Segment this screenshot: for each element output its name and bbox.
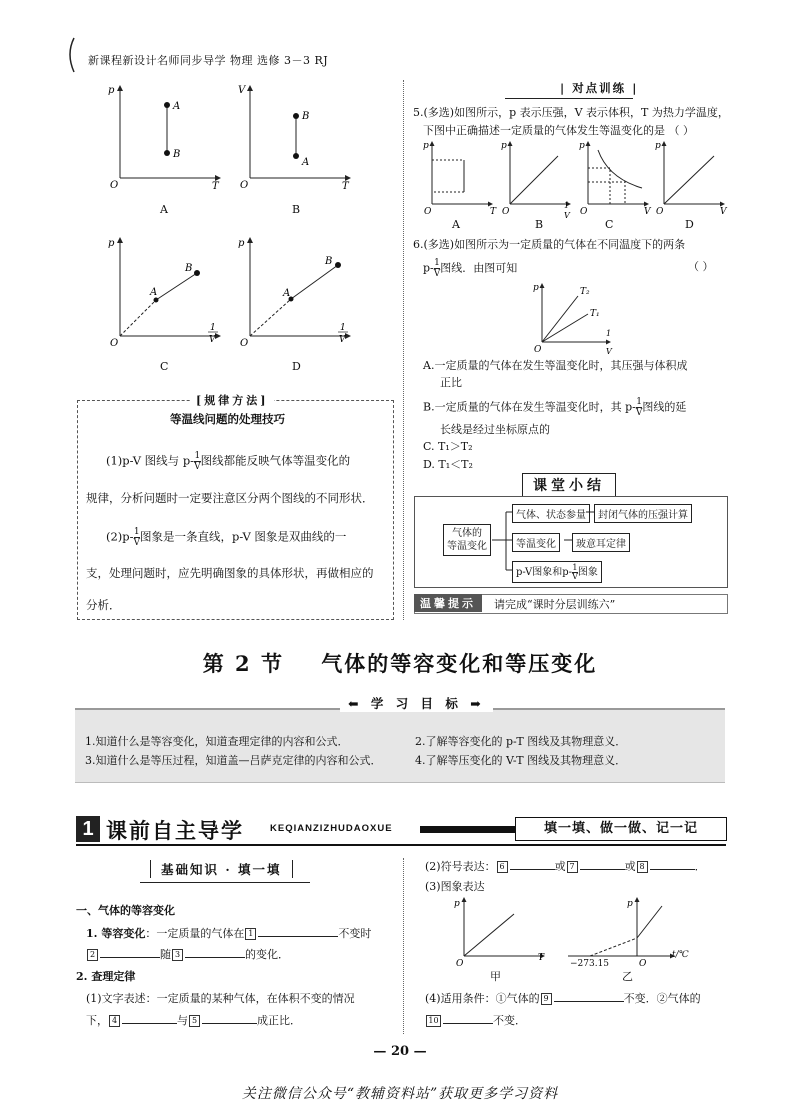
- svg-text:A: A: [283, 288, 291, 299]
- q6-line2-part-b: 图线．由图可知: [440, 261, 518, 275]
- svg-text:1: 1: [210, 323, 216, 333]
- q5-label-b: B: [535, 218, 544, 231]
- page-number: — 20 —: [373, 1044, 427, 1059]
- term-isochoric: 1. 等容变化: [86, 927, 146, 940]
- q6-option-b1-part-b: 图线的延: [642, 400, 687, 414]
- left-fig-label-b: B: [292, 203, 301, 216]
- q5-graphs: [420, 138, 740, 220]
- graph-yi-label: 乙: [622, 970, 633, 983]
- svg-text:V: V: [564, 211, 570, 220]
- method-p2: [106, 527, 346, 548]
- basics-rule: [140, 882, 310, 883]
- svg-text:p: p: [579, 141, 585, 151]
- blank-5[interactable]: [202, 1012, 257, 1024]
- left-fig-label-a: A: [160, 203, 168, 216]
- frac-den: V: [133, 538, 141, 548]
- column-divider: [403, 80, 404, 620]
- basics-r3a: (4)适用条件：①气体的: [425, 992, 540, 1005]
- graph-d: [238, 238, 350, 349]
- objective-1: 1.知道什么是等容变化，知道查理定律的内容和公式．: [85, 735, 349, 748]
- svg-text:B: B: [302, 111, 310, 122]
- blank-number: 1: [245, 928, 256, 940]
- basics-r1b: 或: [554, 860, 566, 873]
- objective-3: 3.知道什么是等压过程，知道盖—吕萨克定律的内容和公式．: [85, 754, 382, 767]
- charles-text1: (1)文字表述：一定质量的某种气体，在体积不变的情况: [86, 992, 355, 1005]
- basics-r1d: ．: [694, 860, 706, 873]
- q6-option-b1-part-a: B.一定质量的气体在发生等温变化时，其 p-: [423, 400, 636, 414]
- svg-text:V: V: [644, 207, 651, 217]
- svg-text:O: O: [240, 180, 249, 191]
- practice-rule: [505, 98, 633, 99]
- svg-text:O: O: [502, 207, 510, 217]
- q6-graph: [530, 280, 630, 358]
- q6-option-b2: 长线是经过坐标原点的: [440, 423, 550, 436]
- banner-title: 课前自主导学: [106, 818, 244, 843]
- svg-text:p: p: [501, 141, 507, 151]
- graph-expression: (3)图象表达: [425, 880, 485, 893]
- q6-option-d: D. T₁＜T₂: [423, 458, 473, 471]
- frac-den: V: [572, 572, 578, 581]
- basics-item1: [86, 925, 371, 941]
- symbolic-expression: [425, 858, 706, 874]
- q5-line1: 5.(多选)如图所示，p 表示压强，V 表示体积，T 为热力学温度，: [413, 106, 729, 119]
- header-title: 新课程新设计名师同步导学 物理 选修 3－3 RJ: [88, 54, 329, 67]
- basics-r1a: (2)符号表达：: [425, 860, 496, 873]
- svg-text:A: A: [173, 101, 181, 112]
- summary-b2: 等温变化: [512, 533, 560, 552]
- svg-text:V: V: [720, 207, 727, 217]
- blank-number: 3: [172, 949, 183, 961]
- svg-text:T: T: [342, 181, 349, 192]
- method-p2c: 支，处理问题时，应先明确图象的具体形状，再做相应的: [86, 566, 374, 580]
- blank-number: 8: [637, 861, 648, 873]
- frac-den: V: [194, 462, 201, 472]
- method-p2-part-a: (2)p-: [106, 529, 134, 544]
- tip-label: 温馨提示: [414, 594, 482, 612]
- blank-9[interactable]: [554, 990, 624, 1002]
- svg-text:1: 1: [564, 201, 570, 210]
- summary-heading: 课堂小结: [522, 473, 616, 497]
- blank-number: 10: [426, 1015, 441, 1027]
- graph2-tick: −273.15: [570, 959, 610, 969]
- method-p2-part-b: 图象是一条直线，p-V 图象是双曲线的一: [140, 529, 347, 544]
- conditions-line2: [425, 1012, 526, 1028]
- blank-7[interactable]: [580, 858, 625, 870]
- svg-text:p: p: [108, 238, 115, 249]
- basics-h1: 一、气体的等容变化: [76, 904, 175, 917]
- basics-divider: [403, 858, 404, 1034]
- basics-r3b: 不变．②气体的: [623, 992, 701, 1005]
- practice-heading: | 对点训练 |: [560, 81, 639, 95]
- method-title: 等温线问题的处理技巧: [170, 412, 285, 426]
- svg-text:1: 1: [340, 323, 346, 333]
- blank-1[interactable]: [258, 925, 338, 937]
- svg-text:T: T: [538, 953, 545, 963]
- blank-8[interactable]: [650, 858, 695, 870]
- blank-number: 9: [541, 993, 552, 1005]
- blank-3[interactable]: [185, 946, 245, 958]
- graph2-axis: t/℃: [672, 950, 689, 960]
- blank-number: 4: [109, 1015, 120, 1027]
- svg-text:O: O: [580, 207, 588, 217]
- basics-r1c: 或: [624, 860, 636, 873]
- banner-bar: [420, 826, 515, 833]
- svg-text:T₁: T₁: [590, 309, 600, 319]
- frac-num: 1: [572, 563, 578, 572]
- summary-center: 气体的 等温变化: [443, 524, 491, 556]
- objectives-label: ⬅ 学 习 目 标 ➡: [340, 694, 493, 712]
- basics-i2b: 下，: [86, 1014, 108, 1027]
- basics-item1-cont: [86, 946, 289, 962]
- svg-text:O: O: [424, 207, 432, 217]
- frac-num: 1: [434, 258, 440, 268]
- left-fig-label-c: C: [160, 360, 169, 373]
- graph-a: [108, 85, 220, 192]
- frac-den: V: [433, 269, 441, 279]
- svg-text:B: B: [185, 263, 193, 274]
- summary-b3: [512, 561, 602, 583]
- blank-6[interactable]: [510, 858, 555, 870]
- blank-number: 5: [189, 1015, 200, 1027]
- basics-i1b: ：一定质量的气体在: [145, 927, 245, 940]
- frac-num: 1: [133, 527, 140, 537]
- frac-den: V: [635, 408, 643, 418]
- footer-note: 关注微信公众号“教辅资料站”获取更多学习资料: [241, 1086, 559, 1102]
- method-p1c: 规律，分析问题时一定要注意区分两个图线的不同形状．: [86, 491, 374, 505]
- objective-2: 2.了解等容变化的 p-T 图线及其物理意义．: [415, 735, 627, 748]
- section-title: 第 2 节 气体的等容变化和等压变化: [202, 651, 598, 676]
- blank-number: 2: [87, 949, 98, 961]
- method-p1: [106, 451, 350, 472]
- svg-text:p: p: [533, 283, 539, 293]
- summary-b3-part-b: 图象: [577, 567, 598, 578]
- basics-item2: 2. 查理定律: [76, 970, 136, 983]
- svg-text:p: p: [627, 899, 633, 909]
- method-p1-part-a: (1)p-V 图线与 p-: [106, 453, 195, 468]
- left-graphs: [70, 78, 400, 388]
- q6-line2: [423, 258, 517, 279]
- svg-text:V: V: [339, 335, 346, 345]
- objective-4: 4.了解等压变化的 V-T 图线及其物理意义．: [415, 754, 627, 767]
- q6-option-a1: A.一定质量的气体在发生等温变化时，其压强与体积成: [423, 359, 688, 372]
- banner-number: 1: [76, 816, 100, 842]
- svg-text:T: T: [212, 181, 219, 192]
- svg-text:V: V: [606, 347, 612, 356]
- banner-rule: [76, 844, 726, 846]
- method-box: [77, 400, 394, 620]
- basics-i1c: 不变时: [338, 927, 372, 940]
- svg-text:O: O: [456, 959, 464, 969]
- svg-text:p: p: [423, 141, 429, 151]
- method-tag: [规律方法]: [190, 392, 274, 408]
- q6-option-c: C. T₁＞T₂: [423, 440, 473, 453]
- svg-text:B: B: [325, 256, 333, 267]
- q5-label-a: A: [452, 218, 460, 231]
- charles-text2: [86, 1012, 301, 1028]
- q6-option-b1: [423, 397, 686, 418]
- q6-option-a2: 正比: [440, 376, 462, 389]
- method-p2d: 分析．: [86, 598, 121, 612]
- svg-text:T₂: T₂: [580, 287, 590, 297]
- svg-text:1: 1: [606, 329, 612, 338]
- banner-pinyin: KEQIANZIZHUDAOXUE: [270, 823, 393, 834]
- q5-line2: 下图中正确描述一定质量的气体发生等温变化的是 （ ）: [423, 124, 694, 137]
- basics-i1e: 的变化．: [245, 948, 289, 961]
- banner-right: 填一填、做一做、记一记: [515, 817, 727, 841]
- summary-b2-right: 玻意耳定律: [572, 533, 630, 552]
- svg-text:p: p: [238, 238, 245, 249]
- blank-number: 6: [497, 861, 508, 873]
- q5-label-d: D: [685, 218, 694, 231]
- svg-text:A: A: [302, 157, 310, 168]
- summary-b1: 气体、状态参量: [512, 504, 590, 523]
- graph-c: [108, 238, 220, 349]
- basics-i2c: 与: [177, 1014, 188, 1027]
- method-tag-text: 规律方法: [204, 394, 261, 407]
- svg-text:p: p: [108, 85, 115, 96]
- conditions-line1: [425, 990, 701, 1006]
- svg-text:O: O: [110, 338, 119, 349]
- basics-i2d: 成正比．: [257, 1014, 301, 1027]
- svg-text:B: B: [173, 149, 181, 160]
- svg-text:p: p: [655, 141, 661, 151]
- svg-text:V: V: [238, 85, 246, 96]
- svg-text:O: O: [534, 345, 542, 355]
- basics-i1d: 随: [160, 948, 171, 961]
- summary-b1-right: 封闭气体的压强计算: [594, 504, 692, 523]
- svg-text:O: O: [110, 180, 119, 191]
- basics-heading: 基础知识 · 填一填: [150, 860, 293, 878]
- svg-text:V: V: [209, 335, 216, 345]
- svg-text:T: T: [490, 207, 497, 217]
- q5-label-c: C: [605, 218, 614, 231]
- method-p1-part-b: 图线都能反映气体等温变化的: [200, 453, 351, 468]
- svg-text:p: p: [454, 899, 460, 909]
- practice-heading-text: 对点训练: [572, 81, 627, 95]
- left-fig-label-d: D: [292, 360, 301, 373]
- svg-text:A: A: [150, 287, 158, 298]
- blank-2[interactable]: [100, 946, 160, 958]
- graph-jia-label: 甲: [490, 970, 501, 983]
- blank-number: 7: [567, 861, 578, 873]
- q6-answer-paren: （ ）: [688, 260, 714, 273]
- frac-num: 1: [636, 397, 642, 407]
- graph-b: [238, 85, 350, 192]
- objectives-label-text: 学 习 目 标: [370, 696, 462, 711]
- blank-4[interactable]: [122, 1012, 177, 1024]
- svg-text:O: O: [639, 959, 647, 969]
- q6-line1: 6.(多选)如图所示为一定质量的气体在不同温度下的两条: [413, 238, 686, 251]
- blank-10[interactable]: [443, 1012, 493, 1024]
- q6-line2-part-a: p-: [423, 261, 434, 275]
- summary-b3-part-a: p-V图象和p-: [516, 567, 573, 578]
- header-bracket: [62, 36, 78, 74]
- frac-num: 1: [194, 451, 201, 461]
- tip-text: 请完成“课时分层训练六”: [494, 598, 616, 611]
- svg-text:O: O: [240, 338, 249, 349]
- svg-text:O: O: [656, 207, 664, 217]
- basics-r3c: 不变．: [493, 1014, 526, 1027]
